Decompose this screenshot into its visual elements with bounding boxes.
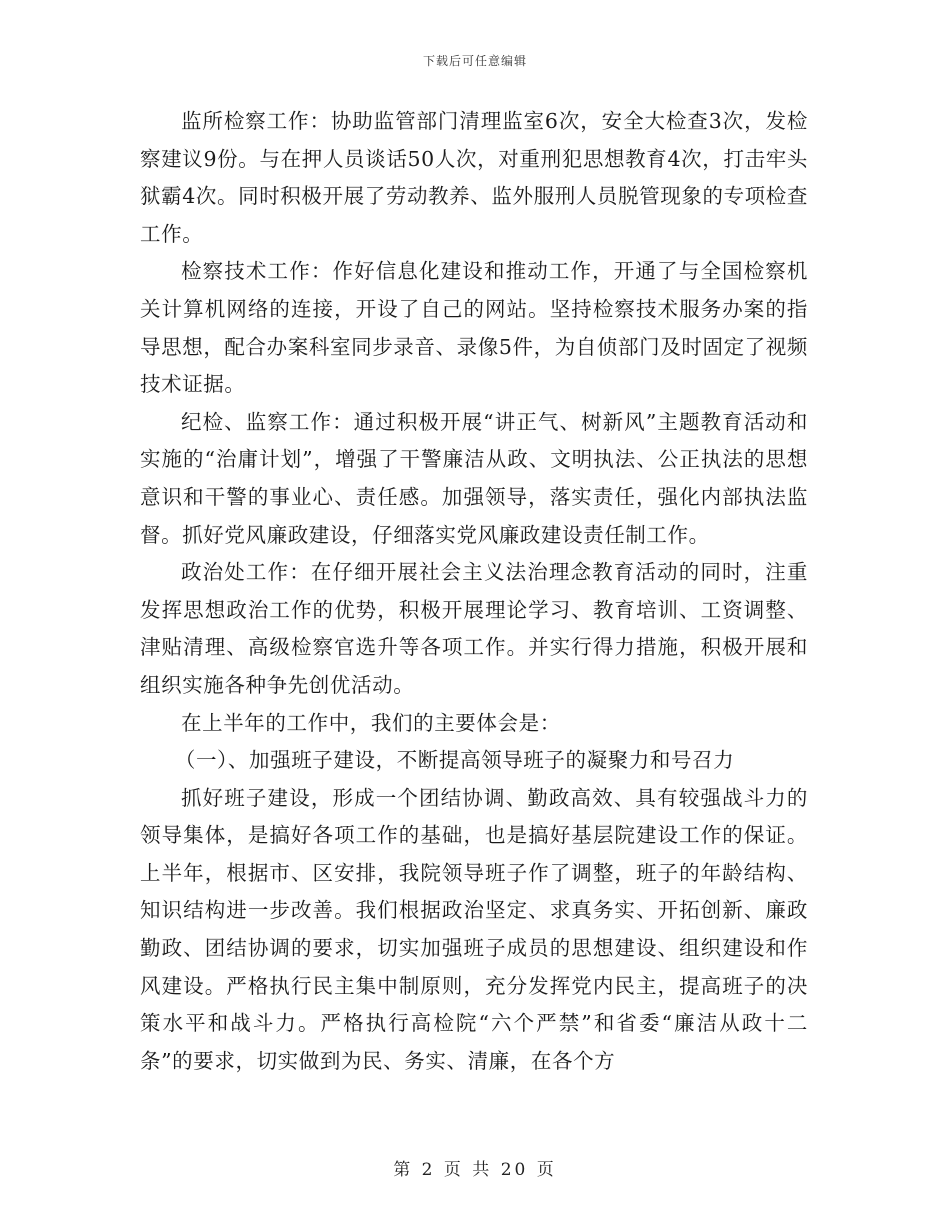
paragraph-team-building: 抓好班子建设，形成一个团结协调、勤政高效、具有较强战斗力的领导集体，是搞好各项工作的基础，也是搞好基层院建设工作的保证。上半年，根据市、区安排，我院领导班子作了调整，班子的年龄结构、知识结构进一步改善。我们根据政治坚定、求真务实、开拓创新、廉政勤政、团结协调的要求，切实加强班子成员的思想建设、组织建设和作风建设。严格执行民主集中制原则，充分发挥党内民主，提高班子的决策水平和战斗力。严格执行高检院“六个严禁”和省委“廉洁从政十二条”的要求，切实做到为民、务实、清廉，在各个方: [140, 785, 808, 1073]
section-heading-team-building: （一）、加强班子建设，不断提高领导班子的凝聚力和号召力: [174, 748, 735, 773]
paragraph-inspection-technology: 检察技术工作：作好信息化建设和推动工作，开通了与全国检察机关计算机网络的连接，开设了自己的网站。坚持检察技术服务办案的指导思想，配合办案科室同步录音、录像5件，为自侦部门及时固定了视频技术证据。: [140, 259, 808, 397]
paragraph-main-experience: 在上半年的工作中，我们的主要体会是：: [181, 710, 561, 735]
paragraph-political-department: 政治处工作：在仔细开展社会主义法治理念教育活动的同时，注重发挥思想政治工作的优势，积极开展理论学习、教育培训、工资调整、津贴清理、高级检察官选升等各项工作。并实行得力措施，积极开展和组织实施各种争先创优活动。: [140, 560, 808, 697]
paragraph-prison-inspection: 监所检察工作：协助监管部门清理监室6次，安全大检查3次，发检察建议9份。与在押人员谈话50人次，对重刑犯思想教育4次，打击牢头狱霸4次。同时积极开展了劳动教养、监外服刑人员脱管现象的专项检查工作。: [140, 109, 809, 246]
document-body: [140, 103, 808, 1080]
page-header: 下载后可任意编辑: [422, 54, 527, 68]
paragraph-discipline-supervision: 纪检、监察工作：通过积极开展“讲正气、树新风”主题教育活动和实施的“治庸计划”，增强了干警廉洁从政、文明执法、公正执法的思想意识和干警的事业心、责任感。加强领导，落实责任，强化内部执法监督。抓好党风廉政建设，仔细落实党风廉政建设责任制工作。: [140, 409, 808, 547]
page-footer: 第 2 页 共 20 页: [393, 1160, 557, 1180]
